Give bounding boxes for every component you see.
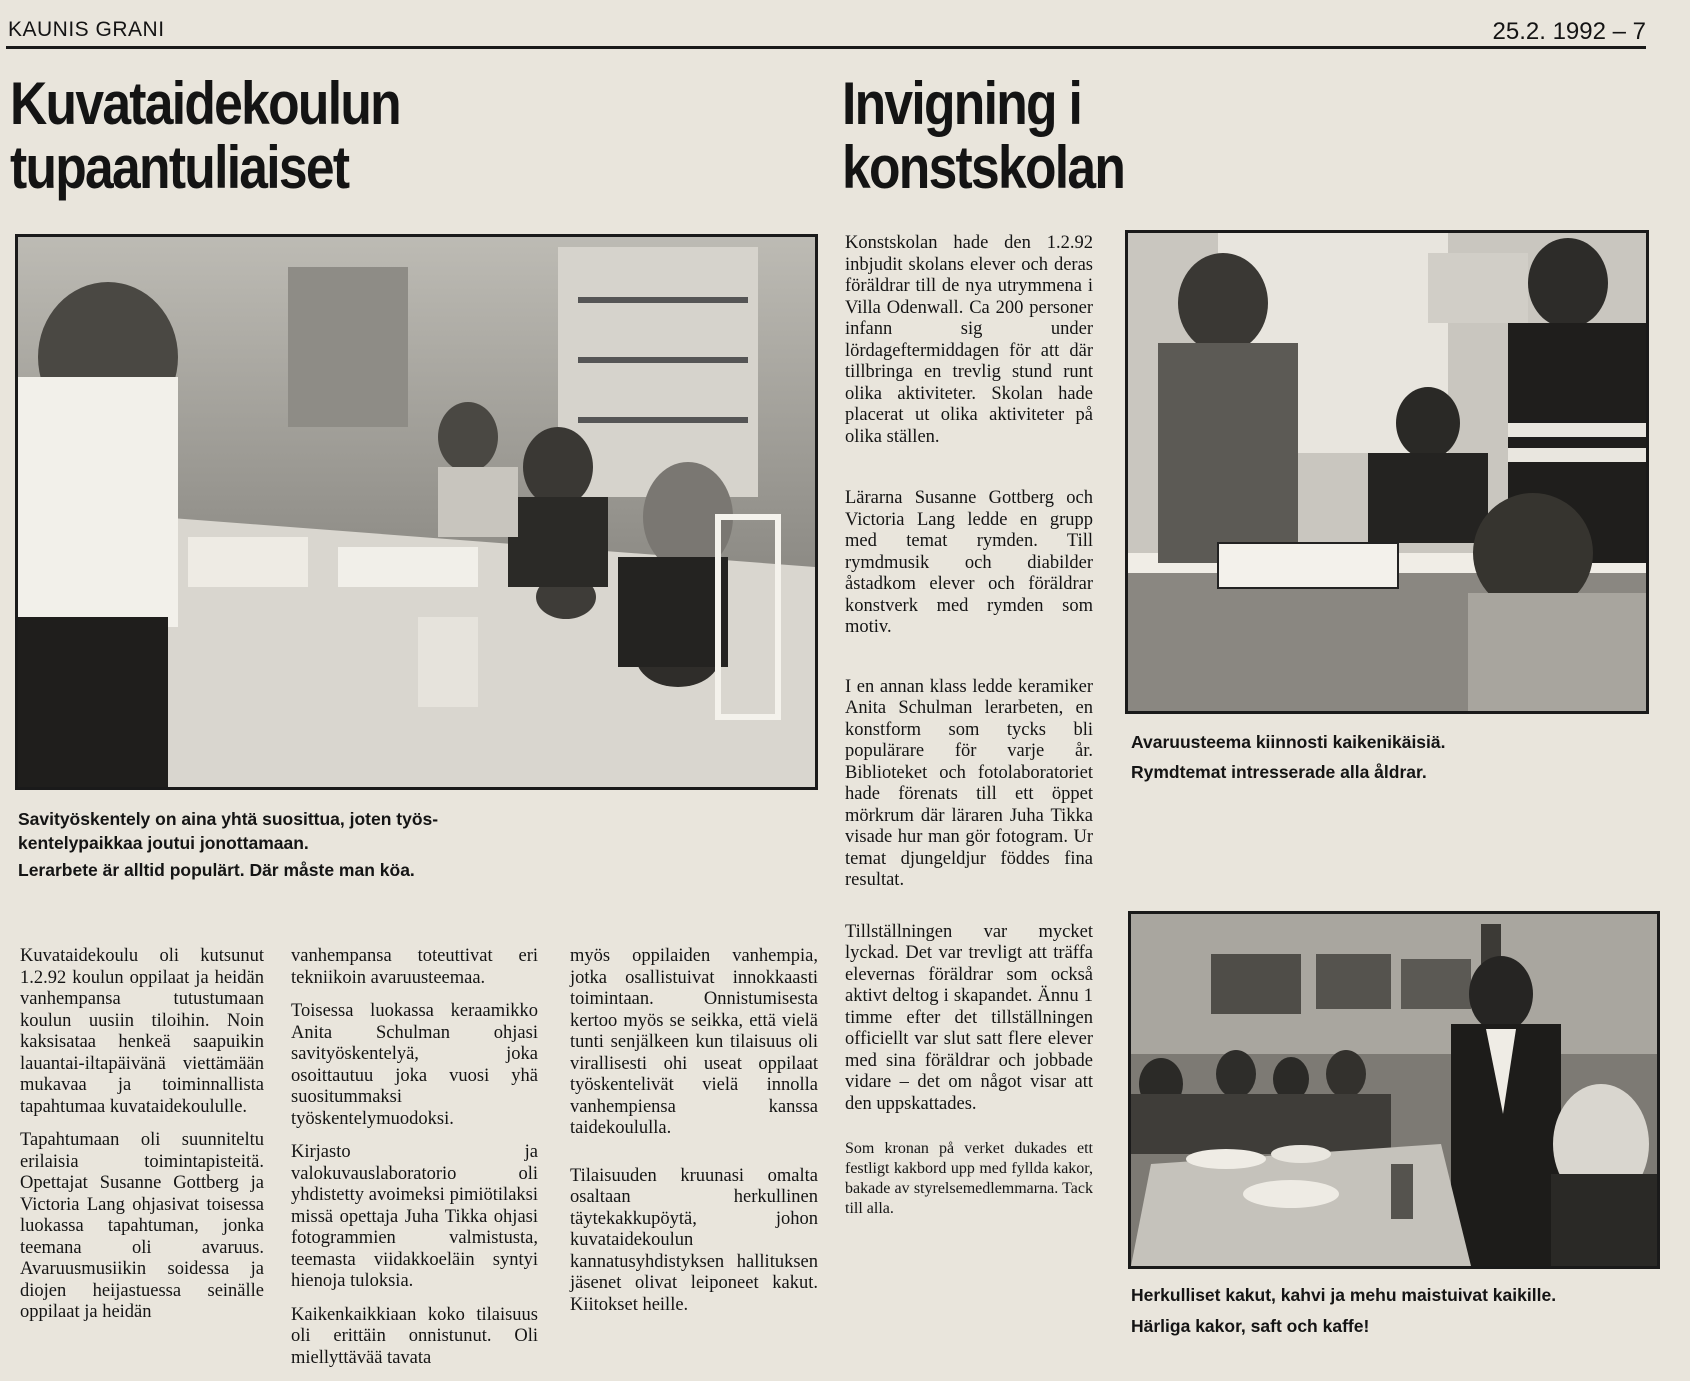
finnish-column-3: [570, 946, 818, 1328]
photo-space-theme: [1125, 230, 1649, 714]
finnish-column-2: [291, 946, 538, 1381]
finnish-col2-paragraph-2: Toisessa luokassa keraamikko Anita Schulman ohjasi savityöskentelyä, joka osoittautuu joka vuosi yhä suositummaksi työskentelymuodoksi.: [291, 1001, 538, 1129]
finnish-headline-line2: tupaantuliaiset: [10, 134, 349, 201]
clay-workshop-image: [18, 237, 815, 787]
swedish-paragraph-4: Tillställningen var mycket lyckad. Det var trevligt att träffa elevernas föräldrar som också aktivt deltog i skapandet. Ännu 1 timme efter det tillställningen officiellt var slut satt flere elever med sina föräldrar och jobbade vidare – det om något visar att den uppskattades.: [845, 921, 1093, 1114]
masthead-rule: [6, 46, 1646, 49]
finnish-col3-paragraph-1: myös oppilaiden vanhempia, jotka osallistuivat innokkaasti toimintaan. Onnistumisesta kertoo myös se seikka, että vielä tunti senjälkeen kun tilaisuus oli virallisesti ohi useat oppilaat työskentelivät vielä innolla vanhempiensa kanssa taidekoululla.: [570, 946, 818, 1138]
finnish-col3-paragraph-2: Tilaisuuden kruunasi omalta osaltaan herkullinen täytekakkupöytä, johon kuvataidekoulun kannatusyhdistyksen hallituksen jäsenet olivat leiponeet kakut. Kiitokset heille.: [570, 1165, 818, 1315]
photo2-caption-swedish: Rymdtemat intresserade alla åldrar.: [1131, 762, 1427, 782]
photo1-caption-swedish: Lerarbete är alltid populärt. Där måste man köa.: [18, 860, 415, 880]
photo-cake-table: [1128, 911, 1660, 1269]
swedish-paragraph-1: Konstskolan hade den 1.2.92 inbjudit skolans elever och deras föräldrar till de nya utrymmena i Villa Odenwall. Ca 200 personer infann sig under lördageftermiddagen för att där tillbringa en trevlig stund runt olika aktiviteter. Skolan hade placerat ut olika aktiviteter på olika ställen.: [845, 233, 1093, 447]
newspaper-name: KAUNIS GRANI: [8, 18, 165, 41]
swedish-headline: [842, 72, 1186, 200]
finnish-headline: [10, 72, 423, 200]
photo-clay-workshop: [15, 234, 818, 790]
photo3-caption-finnish: Herkulliset kakut, kahvi ja mehu maistuivat kaikille.: [1131, 1285, 1557, 1305]
finnish-col1-paragraph-1: Kuvataidekoulu oli kutsunut 1.2.92 koulun oppilaat ja heidän vanhempansa tutustumaan koulun uusiin tiloihin. Noin kaksisataa henkeä saapuikin lauantai-iltapäivänä viettämään mukavaa ja toiminnallista tapahtumaa kuvataidekoululle.: [20, 946, 264, 1117]
swedish-paragraph-3: I en annan klass ledde keramiker Anita Schulman lerarbeten, en konstform som tycks bli populärare för varje år. Biblioteket och fotolaboratoriet hade förenats till ett öppet mörkrum där läraren Juha Tikka visade hur man gör fotogram. Ur temat djungeldjur föddes fina resultat.: [845, 676, 1093, 890]
finnish-col1-paragraph-2: Tapahtumaan oli suunniteltu erilaisia toimintapisteitä. Opettajat Susanne Gottberg ja Victoria Lang ohjasivat toisessa luokassa tapahtuman, jonka teemana oli avaruus. Avaruusmusiikin soidessa ja diojen heijastuessa seinälle oppilaat ja heidän: [20, 1130, 264, 1322]
finnish-headline-line1: Kuvataidekoulun: [10, 70, 400, 137]
swedish-article: [845, 233, 1093, 1231]
photo2-caption-finnish: Avaruusteema kiinnosti kaikenikäisiä.: [1131, 732, 1446, 752]
finnish-col2-paragraph-4: Kaikenkaikkiaan koko tilaisuus oli erittäin onnistunut. Oli miellyttävää tavata: [291, 1304, 538, 1368]
swedish-headline-line2: konstskolan: [842, 134, 1125, 201]
photo3-caption-swedish: Härliga kakor, saft och kaffe!: [1131, 1316, 1370, 1336]
date-and-page: 25.2. 1992 – 7: [1492, 18, 1646, 45]
finnish-column-1: [20, 946, 264, 1336]
swedish-paragraph-2: Lärarna Susanne Gottberg och Victoria Lang ledde en grupp med temat rymden. Till rymdmusik och diabilder åstadkom elever och föräldrar konstverk med rymden som motiv.: [845, 488, 1093, 637]
cake-table-image: [1131, 914, 1657, 1266]
space-theme-image: [1128, 233, 1646, 711]
finnish-col2-paragraph-3: Kirjasto ja valokuvauslaboratorio oli yhdistetty avoimeksi pimiötilaksi missä opettaja Juha Tikka ohjasi fotogrammien valmistusta, teemasta viidakkoeläin syntyi hienoja tuloksia.: [291, 1142, 538, 1291]
photo1-caption-finnish: Savityöskentely on aina yhtä suosittua, joten työs-kentelypaikkaa joutui jonottamaan.: [18, 809, 439, 853]
finnish-col2-paragraph-1: vanhempansa toteuttivat eri tekniikoin avaruusteemaa.: [291, 946, 538, 988]
swedish-headline-line1: Invigning i: [842, 70, 1082, 137]
swedish-paragraph-5: Som kronan på verket dukades ett festligt kakbord upp med fyllda kakor, bakade av styrelsemedlemmarna. Tack till alla.: [845, 1140, 1093, 1217]
